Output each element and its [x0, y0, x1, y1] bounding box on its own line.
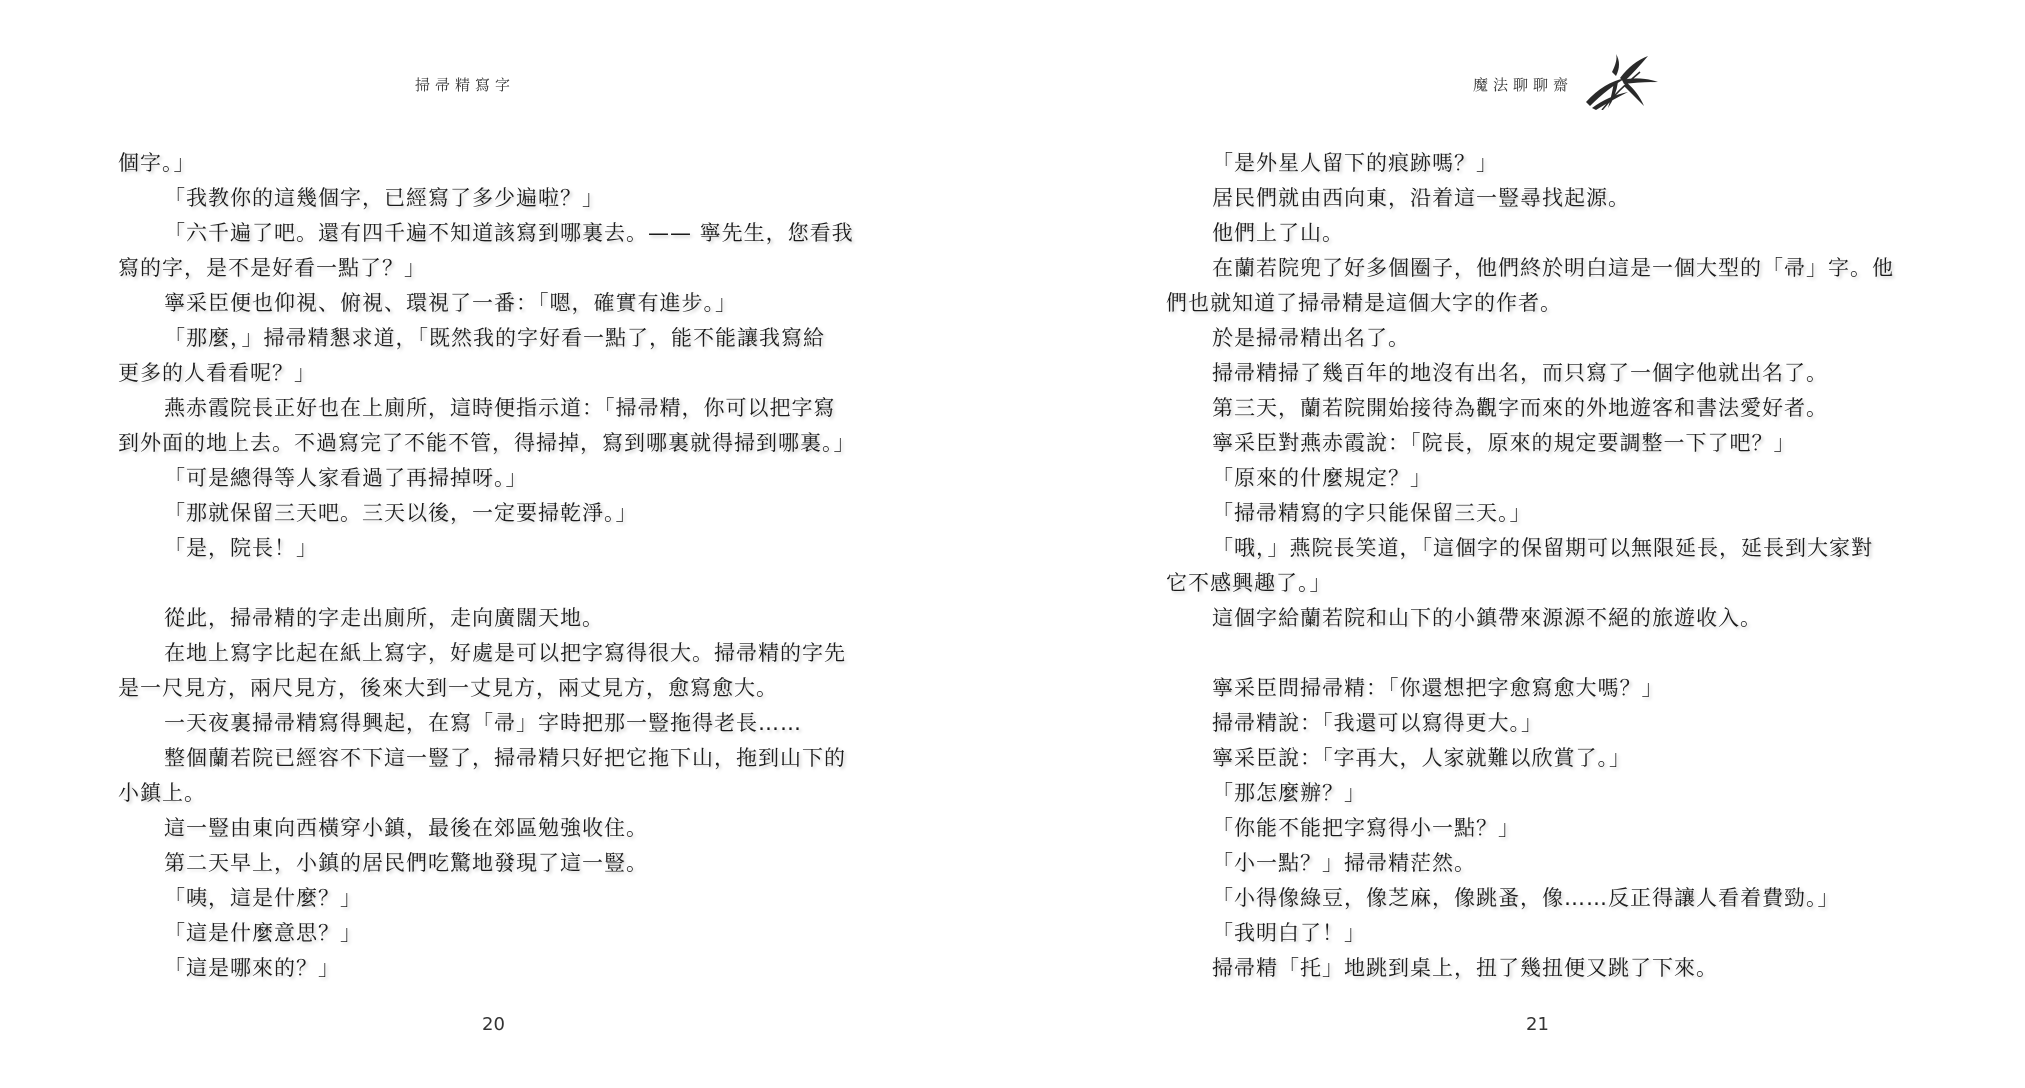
right-page — [1012, 0, 2024, 1088]
left-page — [0, 0, 1012, 1088]
text-line: 於是掃帚精出名了。 — [1212, 326, 1410, 350]
text-line: 寫的字，是不是好看一點了？」 — [118, 256, 426, 280]
text-line: 「小得像綠豆，像芝麻，像跳蚤，像……反正得讓人看着費勁。」 — [1212, 886, 1840, 910]
left-body-text — [118, 146, 856, 986]
text-line: 個字。」 — [118, 151, 196, 175]
text-line: 小鎮上。 — [118, 781, 206, 805]
text-line: 「小一點？」掃帚精茫然。 — [1212, 851, 1476, 875]
text-line: 「原來的什麼規定？」 — [1212, 466, 1432, 490]
text-line: 「是外星人留下的痕跡嗎？」 — [1212, 151, 1498, 175]
text-line: 居民們就由西向東，沿着這一豎尋找起源。 — [1212, 186, 1630, 210]
text-line: 寧采臣便也仰視、俯視、環視了一番：「嗯，確實有進步。」 — [164, 291, 737, 315]
text-line: 他們上了山。 — [1212, 221, 1344, 245]
text-line — [118, 566, 856, 601]
text-line: 「咦，這是什麼？」 — [164, 886, 362, 910]
text-line: 掃帚精「托」地跳到桌上，扭了幾扭便又跳了下來。 — [1212, 956, 1718, 980]
right-body-text — [1166, 146, 1894, 986]
text-line: 更多的人看看呢？」 — [118, 361, 316, 385]
text-line: 是一尺見方，兩尺見方，後來大到一丈見方，兩丈見方，愈寫愈大。 — [118, 676, 778, 700]
text-line: 「這是哪來的？」 — [164, 956, 340, 980]
running-head-right: 魔法聊聊齋 — [1473, 76, 1574, 94]
text-line: 它不感興趣了。」 — [1166, 571, 1332, 595]
running-head-left: 掃帚精寫字 — [415, 76, 516, 94]
text-line: 在地上寫字比起在紙上寫字，好處是可以把字寫得很大。掃帚精的字先 — [164, 641, 846, 665]
text-line: 「六千遍了吧。還有四千遍不知道該寫到哪裏去。—— 寧先生，您看我 — [164, 221, 854, 245]
text-line: 掃帚精說：「我還可以寫得更大。」 — [1212, 711, 1543, 735]
text-line: 寧采臣問掃帚精：「你還想把字愈寫愈大嗎？」 — [1212, 676, 1664, 700]
text-line: 整個蘭若院已經容不下這一豎了，掃帚精只好把它拖下山，拖到山下的 — [164, 746, 846, 770]
text-line: 「掃帚精寫的字只能保留三天。」 — [1212, 501, 1532, 525]
text-line: 「這是什麼意思？」 — [164, 921, 362, 945]
text-line — [1166, 636, 1894, 671]
text-line: 「哦，」燕院長笑道，「這個字的保留期可以無限延長，延長到大家對 — [1212, 536, 1873, 560]
text-line: 到外面的地上去。不過寫完了不能不管，得掃掉，寫到哪裏就得掃到哪裏。」 — [118, 431, 856, 455]
text-line: 這個字給蘭若院和山下的小鎮帶來源源不絕的旅遊收入。 — [1212, 606, 1762, 630]
text-line: 「那怎麼辦？」 — [1212, 781, 1366, 805]
text-line: 從此，掃帚精的字走出廁所，走向廣闊天地。 — [164, 606, 604, 630]
text-line: 第二天早上，小鎮的居民們吃驚地發現了這一豎。 — [164, 851, 648, 875]
text-line: 掃帚精掃了幾百年的地沒有出名，而只寫了一個字他就出名了。 — [1212, 361, 1828, 385]
page-number-left: 20 — [482, 1014, 505, 1035]
text-line: 「你能不能把字寫得小一點？」 — [1212, 816, 1520, 840]
text-line: 一天夜裏掃帚精寫得興起，在寫「帚」字時把那一豎拖得老長…… — [164, 711, 802, 735]
text-line: 在蘭若院兜了好多個圈子，他們終於明白這是一個大型的「帚」字。他 — [1212, 256, 1894, 280]
page-number-right: 21 — [1526, 1014, 1549, 1035]
text-line: 們也就知道了掃帚精是這個大字的作者。 — [1166, 291, 1562, 315]
text-line: 「是，院長！」 — [164, 536, 318, 560]
text-line: 這一豎由東向西橫穿小鎮，最後在郊區勉強收住。 — [164, 816, 648, 840]
text-line: 燕赤霞院長正好也在上廁所，這時便指示道：「掃帚精，你可以把字寫 — [164, 396, 836, 420]
text-line: 寧采臣說：「字再大，人家就難以欣賞了。」 — [1212, 746, 1631, 770]
text-line: 第三天，蘭若院開始接待為觀字而來的外地遊客和書法愛好者。 — [1212, 396, 1828, 420]
text-line: 寧采臣對燕赤霞說：「院長，原來的規定要調整一下了吧？」 — [1212, 431, 1796, 455]
text-line: 「那就保留三天吧。三天以後，一定要掃乾淨。」 — [164, 501, 638, 525]
text-line: 「我教你的這幾個字，已經寫了多少遍啦？」 — [164, 186, 604, 210]
text-line: 「那麼，」掃帚精懇求道，「既然我的字好看一點了，能不能讓我寫給 — [164, 326, 825, 350]
text-line: 「我明白了！」 — [1212, 921, 1366, 945]
text-line: 「可是總得等人家看過了再掃掉呀。」 — [164, 466, 528, 490]
bamboo-leaves-icon — [1582, 52, 1662, 110]
